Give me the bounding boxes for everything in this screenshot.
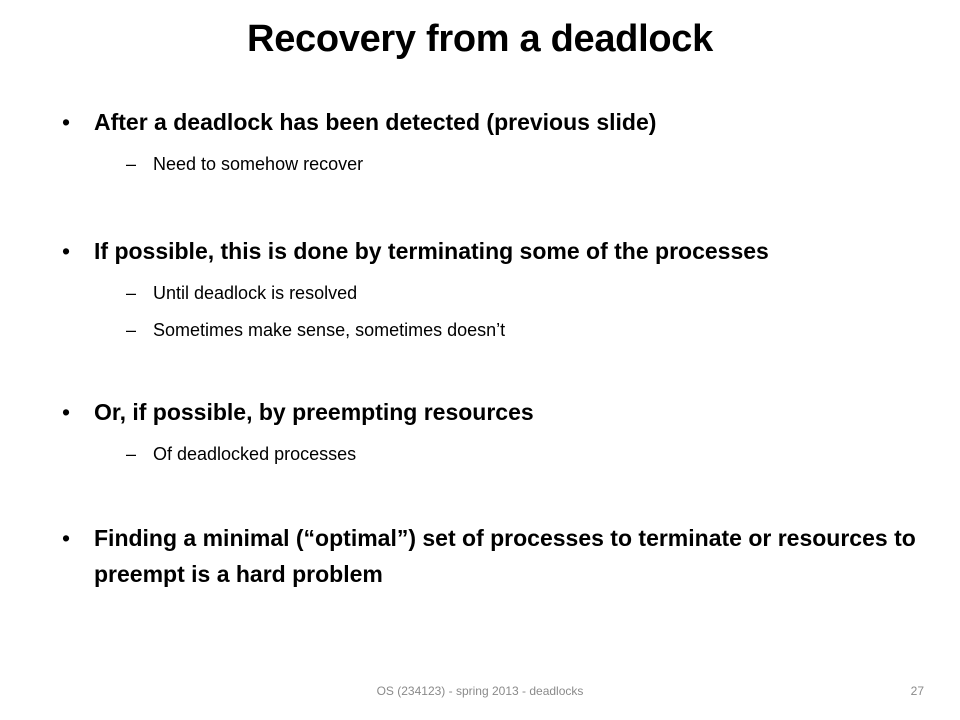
page-number: 27 <box>910 684 924 698</box>
bullet-icon: • <box>62 238 71 264</box>
sub-bullet-item <box>126 281 906 305</box>
bullet-item <box>62 396 922 428</box>
bullet-text: Or, if possible, by preempting resources <box>94 399 534 425</box>
bullet-icon: • <box>62 109 71 135</box>
dash-icon: – <box>126 320 137 340</box>
bullet-item <box>62 235 922 267</box>
sub-bullet-item <box>126 442 906 466</box>
sub-bullet-text: Sometimes make sense, sometimes doesn’t <box>153 320 506 340</box>
footer-text: OS (234123) - spring 2013 - deadlocks <box>376 684 584 698</box>
sub-bullet-text: Until deadlock is resolved <box>153 283 358 303</box>
bullet-icon: • <box>62 399 71 425</box>
bullet-icon: • <box>62 525 71 551</box>
slide-title: Recovery from a deadlock <box>247 18 713 60</box>
bullet-text: If possible, this is done by terminating some of the processes <box>94 238 769 264</box>
sub-bullet-text: Need to somehow recover <box>153 154 364 174</box>
bullet-item <box>62 106 922 138</box>
dash-icon: – <box>126 444 137 464</box>
bullet-text: Finding a minimal (“optimal”) set of processes to terminate or resources to preempt is a hard problem <box>94 525 916 587</box>
sub-bullet-item <box>126 152 906 176</box>
dash-icon: – <box>126 154 137 174</box>
dash-icon: – <box>126 283 137 303</box>
sub-bullet-text: Of deadlocked processes <box>153 444 357 464</box>
bullet-text: After a deadlock has been detected (previous slide) <box>94 109 657 135</box>
sub-bullet-item <box>126 318 906 342</box>
bullet-item <box>62 520 922 592</box>
